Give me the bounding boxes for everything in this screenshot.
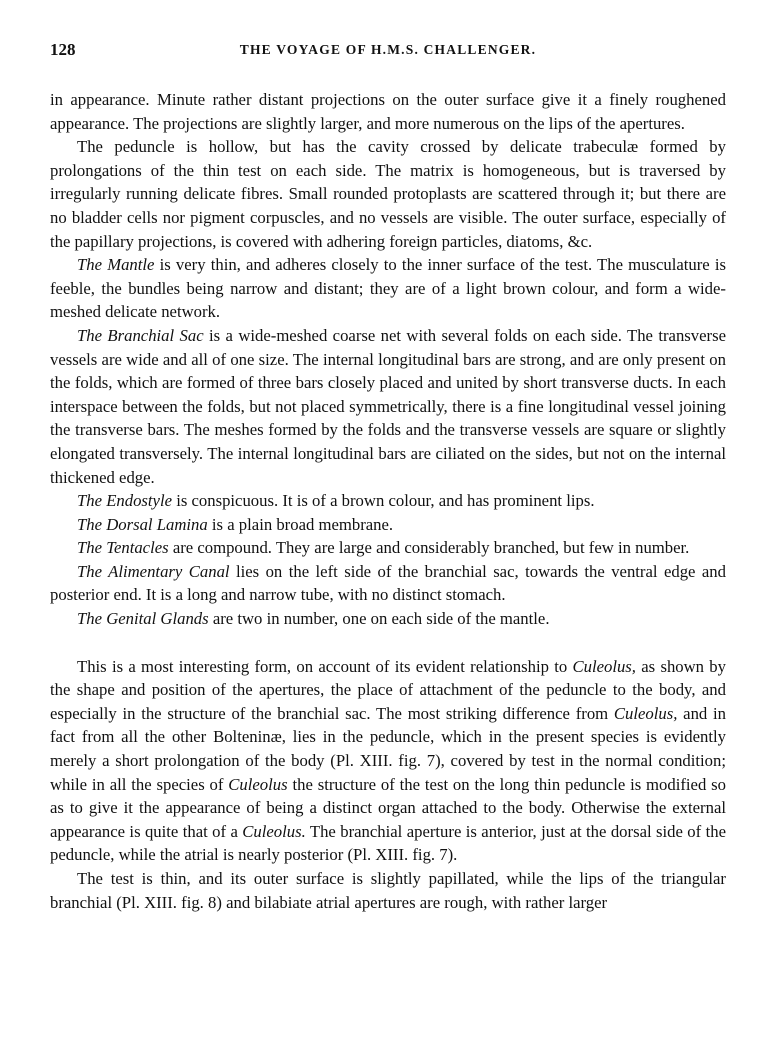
paragraph-lead: The Tentacles [77,538,169,558]
paragraph-genital-glands [50,607,726,631]
paragraph-mantle [50,253,726,324]
section-gap [50,631,726,655]
paragraph-text: is a wide-meshed coarse net with several folds on each side. The transverse vessels are wide and all of one size. The internal longitudinal bars are strong, and are only present on the folds, which are formed of three bars closely placed and united by short transverse ducts. In each interspace between the folds, but not placed symmetrically, there is a fine longitudinal vessel joining the transverse bars. The meshes formed by the folds and the transverse vessels are square or slightly elongated transversely. The internal longitudinal bars are ciliated on the sides, but not on the internal thickened edge. [50,325,726,487]
paragraph-text: is conspicuous. It is of a brown colour, and has prominent lips. [172,491,595,511]
discussion-text: This is a most interesting form, on account of its evident relationship to [77,656,573,676]
paragraph-text: are compound. They are large and considerably branched, but few in number. [168,538,690,558]
body-text [50,88,726,914]
paragraph-text: is very thin, and adheres closely to the inner surface of the test. The musculature is feeble, the bundles being narrow and distant; they are of a light brown colour, and form a wide-meshed delicate network. [50,255,726,322]
genus-name: Culeolus, [613,703,678,723]
paragraph-peduncle [50,135,726,253]
genus-name: Culeolus, [572,656,636,676]
paragraph-lead: The Mantle [77,255,155,275]
paragraph-lead: The Alimentary Canal [77,561,230,581]
page-number: 128 [50,40,76,59]
paragraph-test-appearance [50,88,726,135]
paragraph-lead: The Genital Glands [77,609,209,629]
paragraph-text: The peduncle is hollow, but has the cavity crossed by delicate trabeculæ formed by prolongations of the thin test on each side. The matrix is homogeneous, but is traversed by irregularly running delicate fibres. Small rounded protoplasts are scattered through it; but there are no bladder cells nor pigment corpuscles, and no vessels are visible. The outer surface, especially of the papillary projections, is covered with adhering foreign particles, diatoms, &c. [50,137,726,251]
paragraph-text: The test is thin, and its outer surface is slightly papillated, while the lips of the triangular branchial (Pl. XIII. fig. 8) and bilabiate atrial apertures are rough, with rather larger [50,869,726,912]
paragraph-tentacles [50,536,726,560]
paragraph-lead: The Dorsal Lamina [77,514,208,534]
paragraph-lead: The Endostyle [77,491,173,511]
discussion-text: The branchial aperture is anterior, just at the dorsal side of the peduncle, while the atrial is nearly posterior (Pl. XIII. fig. 7). [50,821,726,865]
paragraph-endostyle [50,489,726,513]
discussion-text: as shown by the shape and position of the apertures, the place of attachment of the peduncle to the body, and especially in the structure of the branchial sac. The most striking difference from [50,656,726,723]
paragraph-test-surface [50,867,726,914]
genus-name: Culeolus. [242,821,306,841]
paragraph-branchial-sac [50,324,726,489]
discussion-text: and in fact from all the other Bolteninæ, lies in the peduncle, which in the present species is evidently merely a short prolongation of the body (Pl. XIII. fig. 7), covered by test in the normal condition; while in all the species of [50,703,726,794]
paragraph-text: in appearance. Minute rather distant projections on the outer surface give it a finely roughened appearance. The projections are slightly larger, and more numerous on the lips of the apertures. [50,90,726,133]
paragraph-lead: The Branchial Sac [77,325,204,345]
paragraph-dorsal-lamina [50,513,726,537]
genus-name: Culeolus [228,774,288,794]
discussion-text: the structure of the test on the long thin peduncle is modified so as to give it the appearance of being a distinct organ attached to the body. Otherwise the external appearance is quite that of a [50,774,726,841]
paragraph-discussion [50,655,726,867]
running-title: THE VOYAGE OF H.M.S. CHALLENGER. [239,42,537,57]
paragraph-text: are two in number, one on each side of the mantle. [208,609,550,629]
page [50,40,726,914]
paragraph-alimentary-canal [50,560,726,607]
running-head [50,40,726,66]
paragraph-text: lies on the left side of the branchial sac, towards the ventral edge and posterior end. It is a long and narrow tube, with no distinct stomach. [50,561,726,605]
paragraph-text: is a plain broad membrane. [207,514,394,534]
